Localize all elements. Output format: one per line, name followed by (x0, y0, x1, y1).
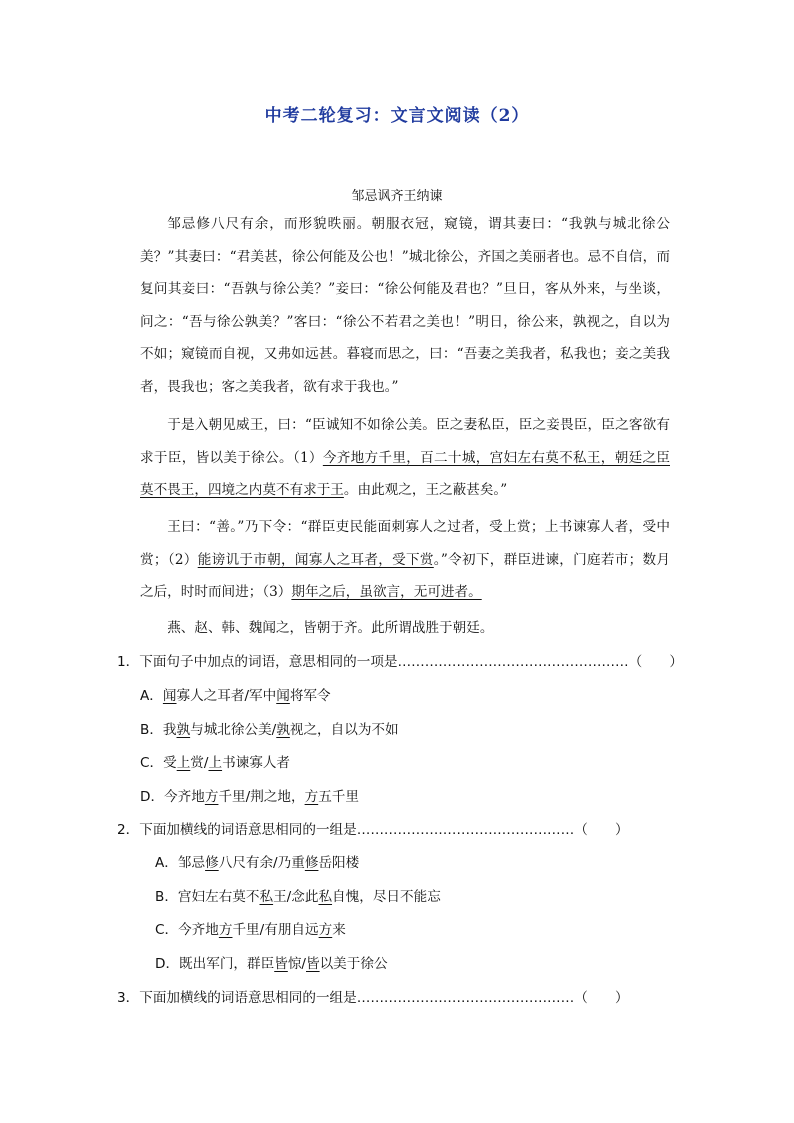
passage-paragraph-1 (140, 208, 670, 403)
paragraph-text: 。由此观之，王之蔽甚矣。” (343, 482, 508, 498)
paragraph-text: 邹忌修八尺有余，而形貌昳丽。朝服衣冠，窥镜，谓其妻曰：“我孰与城北徐公美？”其妻曰：“君美甚，徐公何能及公也！”城北徐公，齐国之美丽者也。忌不自信，而复问其妾曰：“吾孰与徐公美？”妾曰：“徐公何能及君也？”旦日，客从外来，与坐谈，问之：“吾与徐公孰美？”客曰：“徐公不若君之美也！”明日，徐公来，孰视之，自以为不如；窥镜而自视，又弗如远甚。暮寝而思之，曰：“吾妻之美我者，私我也；妾之美我者，畏我也；客之美我者，欲有求于我也。” (140, 216, 670, 395)
question-2-option-a: A．邹忌修八尺有余/乃重修岳阳楼 (155, 855, 360, 871)
question-2-option-d: D．既出军门，群臣皆惊/皆以美于徐公 (155, 956, 388, 972)
paragraph-text: 于是入朝见威王，曰：“臣诚知不如徐公美。臣之妻私臣，臣之妾畏臣，臣之客欲有求于臣，皆以美于徐公。（1） (140, 417, 670, 466)
paragraph-text: 燕、赵、韩、魏闻之，皆朝于齐。此所谓战胜于朝廷。 (167, 620, 494, 636)
question-1-option-c: C．受上赏/上书谏寡人者 (140, 755, 291, 771)
question-3-stem: 3．下面加横线的词语意思相同的一组是…………………………………………（ ） (117, 990, 629, 1006)
underlined-sentence-2: 能谤讥于市朝，闻寡人之耳者，受下赏 (197, 551, 434, 568)
page-title: 中考二轮复习：文言文阅读（2） (264, 106, 530, 126)
question-1-option-a: A．闻寡人之耳者/军中闻将军令 (140, 688, 331, 704)
question-1-option-d: D．今齐地方千里/荆之地，方五千里 (140, 789, 359, 805)
passage-paragraph-2 (140, 409, 670, 507)
underlined-sentence-3: 期年之后，虽欲言，无可进者。 (291, 584, 482, 600)
question-2-option-c: C．今齐地方千里/有朋自远方来 (155, 922, 346, 938)
question-2-option-b: B．宫妇左右莫不私王/念此私自愧，尽日不能忘 (155, 889, 441, 905)
passage-paragraph-3 (140, 511, 670, 609)
question-2-stem: 2．下面加横线的词语意思相同的一组是…………………………………………（ ） (117, 822, 629, 838)
question-1-stem: 1．下面句子中加点的词语，意思相同的一项是……………………………………………（ ） (117, 654, 683, 670)
underlined-sentence-1: 今齐地方千里，百二十城，宫妇左右莫不私王，朝廷之臣莫不畏王，四境之内莫不有求于王 (140, 449, 670, 498)
passage-paragraph-4 (140, 612, 670, 645)
paragraph-text: 王曰：“善。”乃下令：“群臣吏民能面刺寡人之过者，受上赏；上书谏寡人者，受中赏；（2） (140, 519, 670, 568)
question-1-option-b: B．我孰与城北徐公美/孰视之，自以为不如 (140, 722, 399, 738)
passage-title: 邹忌讽齐王纳谏 (351, 189, 443, 204)
paragraph-text: 。”令初下，群臣进谏，门庭若市；数月之后，时时而间进；（3） (140, 551, 671, 600)
